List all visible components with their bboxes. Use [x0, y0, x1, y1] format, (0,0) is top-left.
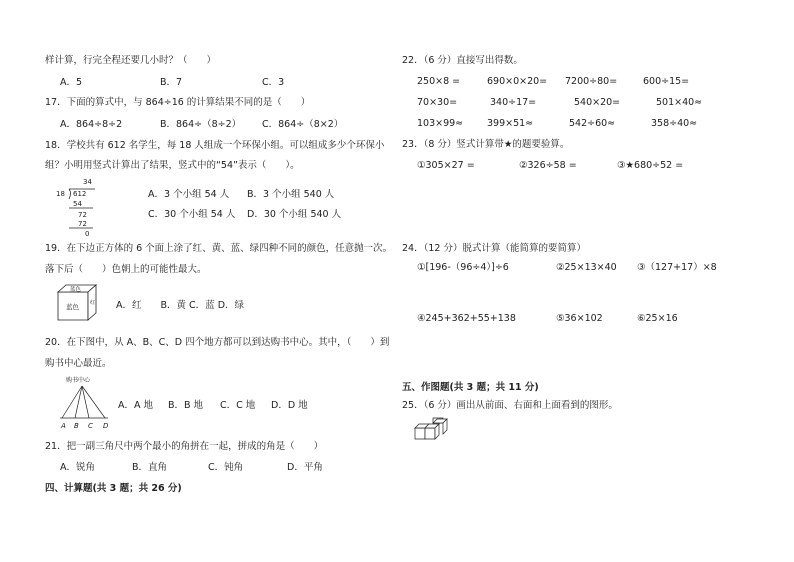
q22-item[interactable]: 501×40≈ — [656, 97, 703, 108]
bookstore-label: 购书中心 — [66, 377, 91, 384]
q22-item[interactable]: 600÷15= — [643, 76, 690, 87]
q18-stem-line2: 组？小明用竖式计算出了结果，竖式中的“54”表示（ ）。 — [45, 160, 300, 171]
q20-stem-line2: 购书中心最近。 — [45, 358, 112, 369]
q24-item-4[interactable]: ④245+362+55+138 — [417, 313, 516, 324]
q20-option-c[interactable]: C．C 地 — [220, 400, 256, 411]
division-remainder: 0 — [85, 230, 90, 238]
q18-option-d[interactable]: D．30 个小组 540 人 — [247, 209, 342, 220]
q23-item-3[interactable]: ③★680÷52 = — [617, 160, 684, 171]
q22-stem: 22．（6 分）直接写出得数。 — [402, 55, 523, 66]
q20-path-figure — [60, 376, 120, 432]
q18-long-division-figure — [55, 176, 105, 238]
q25-stem: 25．（6 分）画出从前面、右面和上面看到的图形。 — [402, 400, 618, 411]
cube-side-label: 红 — [90, 300, 96, 306]
q23-item-1[interactable]: ①305×27 = — [417, 160, 475, 171]
point-c: C — [88, 422, 93, 430]
q21-option-c[interactable]: C．钝角 — [208, 462, 244, 473]
q22-item[interactable]: 358÷40≈ — [651, 118, 698, 129]
q22-item[interactable]: 7200÷80= — [565, 76, 618, 87]
q16-option-b[interactable]: B．7 — [160, 77, 183, 88]
q16-stem-tail: 样计算，行完全程还要几小时？（ ） — [45, 55, 217, 66]
q24-item-3[interactable]: ③（127+17）×8 — [637, 262, 717, 273]
q19-cube-figure — [56, 284, 98, 322]
q17-option-a[interactable]: A．864÷8÷2 — [60, 119, 123, 130]
section-5-heading: 五、作图题(共 3 题；共 11 分) — [402, 382, 539, 393]
cube-front-label: 蓝色 — [66, 303, 79, 311]
q21-option-a[interactable]: A．锐角 — [60, 462, 95, 473]
division-row-2: 72 — [78, 211, 87, 219]
division-dividend: 612 — [73, 190, 87, 198]
q16-option-a[interactable]: A．5 — [60, 77, 83, 88]
cube-top-label: 蓝色 — [70, 287, 82, 293]
point-d: D — [103, 422, 109, 430]
q24-item-6[interactable]: ⑥25×16 — [637, 313, 678, 324]
q19-options[interactable]: A．红 B．黄 C．蓝 D．绿 — [116, 300, 245, 311]
q20-option-a[interactable]: A．A 地 — [118, 400, 154, 411]
q23-stem: 23．（8 分）竖式计算带★的题要验算。 — [402, 139, 570, 150]
q22-item[interactable]: 542÷60≈ — [569, 118, 616, 129]
q22-item[interactable]: 70×30= — [417, 97, 458, 108]
q21-option-b[interactable]: B．直角 — [132, 462, 168, 473]
q18-option-a[interactable]: A．3 个小组 54 人 — [148, 189, 230, 200]
q22-item[interactable]: 690×0×20= — [487, 76, 548, 87]
q21-option-d[interactable]: D．平角 — [287, 462, 323, 473]
q23-item-2[interactable]: ②326÷58 = — [519, 160, 577, 171]
point-b: B — [74, 422, 79, 430]
q24-stem: 24．（12 分）脱式计算（能简算的要简算） — [402, 243, 586, 254]
q20-stem-line1: 20．在下图中，从 A、B、C、D 四个地方都可以到达购书中心。其中，（ ）到 — [45, 337, 390, 348]
q22-item[interactable]: 340÷17= — [490, 97, 537, 108]
q22-item[interactable]: 540×20= — [574, 97, 621, 108]
q21-stem: 21．把一副三角尺中两个最小的角拼在一起，拼成的角是（ ） — [45, 441, 324, 452]
q22-item[interactable]: 399×51≈ — [487, 118, 534, 129]
division-divisor: 18 — [56, 190, 65, 198]
q24-item-5[interactable]: ⑤36×102 — [556, 313, 603, 324]
q17-option-c[interactable]: C．864÷（8×2） — [262, 119, 344, 130]
q17-stem: 17．下面的算式中，与 864÷16 的计算结果不同的是（ ） — [45, 97, 311, 108]
q17-option-b[interactable]: B．864÷（8÷2） — [160, 119, 242, 130]
division-row-3: 72 — [78, 220, 87, 228]
division-quotient: 34 — [83, 178, 92, 186]
q18-option-b[interactable]: B．3 个小组 540 人 — [247, 189, 335, 200]
q16-option-c[interactable]: C．3 — [262, 77, 285, 88]
q19-stem-line2: 落下后（ ）色朝上的可能性最大。 — [45, 264, 207, 275]
q19-stem-line1: 19．在下边正方体的 6 个面上涂了红、黄、蓝、绿四种不同的颜色，任意抛一次。 — [45, 243, 393, 254]
division-row-1: 54 — [73, 200, 82, 208]
q18-option-c[interactable]: C．30 个小组 54 人 — [148, 209, 236, 220]
q22-item[interactable]: 250×8 = — [417, 76, 461, 87]
point-a: A — [61, 422, 66, 430]
q24-item-2[interactable]: ②25×13×40 — [556, 262, 617, 273]
section-4-heading: 四、计算题(共 3 题；共 26 分) — [45, 483, 182, 494]
q22-item[interactable]: 103×99≈ — [417, 118, 464, 129]
q20-option-d[interactable]: D．D 地 — [271, 400, 308, 411]
q25-cubes-figure — [414, 419, 448, 441]
q20-option-b[interactable]: B．B 地 — [168, 400, 204, 411]
q18-stem-line1: 18．学校共有 612 名学生，每 18 人组成一个环保小组。可以组成多少个环保小 — [45, 140, 385, 151]
q24-item-1[interactable]: ①[196-（96÷4）]÷6 — [417, 262, 509, 273]
